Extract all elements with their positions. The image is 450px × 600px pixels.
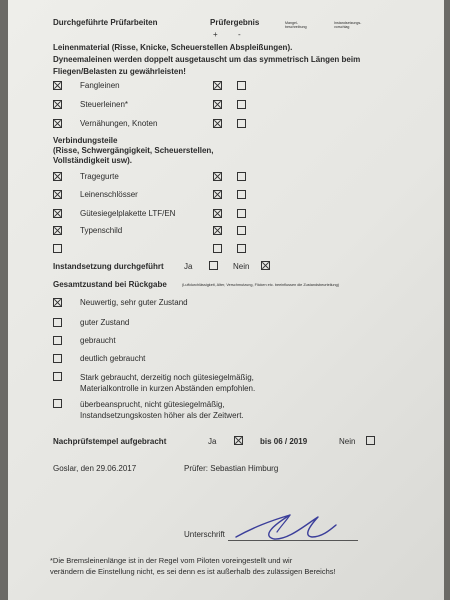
inspector-name: Prüfer: Sebastian Himburg (184, 464, 279, 473)
item-checkbox[interactable] (53, 190, 62, 199)
condition-checkbox[interactable] (53, 336, 62, 345)
condition-checkbox[interactable] (53, 354, 62, 363)
overall-condition-note: (Luftdurchlässigkeit, Alter, Verschmutzung, Flicken etc. beeinflussen die Zustandsbeurteilung) (182, 283, 340, 287)
condition-checkbox[interactable] (53, 318, 62, 327)
condition-checkbox[interactable] (53, 372, 62, 381)
stamp-yes-label: Ja (208, 437, 217, 446)
result-minus-checkbox[interactable] (237, 81, 246, 90)
item-checkbox[interactable] (53, 244, 62, 253)
stamp-yes-checkbox[interactable] (234, 436, 243, 445)
repair-yes-label: Ja (184, 262, 193, 271)
result-plus-checkbox[interactable] (213, 244, 222, 253)
section-connectors-title: Verbindungsteile (Risse, Schwergängigkeit, Scheuerstellen, Vollständigkeit usw). (53, 136, 214, 165)
condition-label: Neuwertig, sehr guter Zustand (80, 298, 188, 307)
result-plus-checkbox[interactable] (213, 100, 222, 109)
handwritten-signature (232, 506, 342, 546)
stamp-valid-until: bis 06 / 2019 (260, 437, 308, 446)
condition-label: deutlich gebraucht (80, 354, 146, 363)
repair-yes-checkbox[interactable] (209, 261, 218, 270)
result-plus-checkbox[interactable] (213, 190, 222, 199)
result-plus-checkbox[interactable] (213, 81, 222, 90)
footnote: *Die Bremsleinenlänge ist in der Regel vom Piloten voreingestellt und wir verändern die Einstellung nicht, es sei denn es ist außerhalb des zulässigen Bereichs! (50, 556, 336, 576)
repair-no-label: Nein (233, 262, 250, 271)
signature-label: Unterschrift (184, 530, 225, 539)
result-plus-checkbox[interactable] (213, 226, 222, 235)
header-plus: + (213, 30, 218, 39)
overall-condition-label: Gesamtzustand bei Rückgabe (53, 280, 167, 289)
result-minus-checkbox[interactable] (237, 172, 246, 181)
result-plus-checkbox[interactable] (213, 119, 222, 128)
repair-label: Instandsetzung durchgeführt (53, 262, 164, 271)
place-date: Goslar, den 29.06.2017 (53, 464, 137, 473)
item-checkbox[interactable] (53, 119, 62, 128)
result-minus-checkbox[interactable] (237, 190, 246, 199)
condition-label: guter Zustand (80, 318, 130, 327)
result-minus-checkbox[interactable] (237, 209, 246, 218)
item-checkbox[interactable] (53, 226, 62, 235)
header-minus: - (238, 30, 241, 39)
header-works-label: Durchgeführte Prüfarbeiten (53, 18, 158, 27)
item-label: Tragegurte (80, 172, 119, 181)
result-plus-checkbox[interactable] (213, 209, 222, 218)
item-checkbox[interactable] (53, 209, 62, 218)
item-label: Steuerleinen* (80, 100, 129, 109)
section-lines-title: Leinenmaterial (Risse, Knicke, Scheuerstellen Abspleißungen). Dyneemaleinen werden doppelt ausgetauscht um das symmetrisch Längen beim Fliegen/Belasten zu gewährleisten! (53, 43, 361, 76)
header-result-label: Prüfergebnis (210, 18, 260, 27)
header-defect-label: Mangel- beschreibung (285, 21, 307, 30)
item-checkbox[interactable] (53, 172, 62, 181)
inspection-form-sheet (8, 0, 444, 600)
result-plus-checkbox[interactable] (213, 172, 222, 181)
item-checkbox[interactable] (53, 100, 62, 109)
result-minus-checkbox[interactable] (237, 244, 246, 253)
item-label: Gütesiegelplakette LTF/EN (80, 209, 176, 218)
item-label: Fangleinen (80, 81, 120, 90)
stamp-no-checkbox[interactable] (366, 436, 375, 445)
result-minus-checkbox[interactable] (237, 119, 246, 128)
item-label: Typenschild (80, 226, 123, 235)
item-checkbox[interactable] (53, 81, 62, 90)
stamp-label: Nachprüfstempel aufgebracht (53, 437, 167, 446)
item-label: Leinenschlösser (80, 190, 138, 199)
repair-no-checkbox[interactable] (261, 261, 270, 270)
header-repair-label: Instandsetzungs- vorschlag (334, 21, 362, 30)
condition-checkbox[interactable] (53, 399, 62, 408)
condition-label: überbeansprucht, nicht gütesiegelmäßig, Instandsetzungskosten höher als der Zeitwert. (80, 400, 244, 420)
item-label: Vernähungen, Knoten (80, 119, 158, 128)
stamp-no-label: Nein (339, 437, 356, 446)
condition-checkbox[interactable] (53, 298, 62, 307)
condition-label: gebraucht (80, 336, 116, 345)
condition-label: Stark gebraucht, derzeitig noch gütesiegelmäßig, Materialkontrolle in kurzen Abständen empfohlen. (80, 373, 256, 393)
result-minus-checkbox[interactable] (237, 100, 246, 109)
result-minus-checkbox[interactable] (237, 226, 246, 235)
